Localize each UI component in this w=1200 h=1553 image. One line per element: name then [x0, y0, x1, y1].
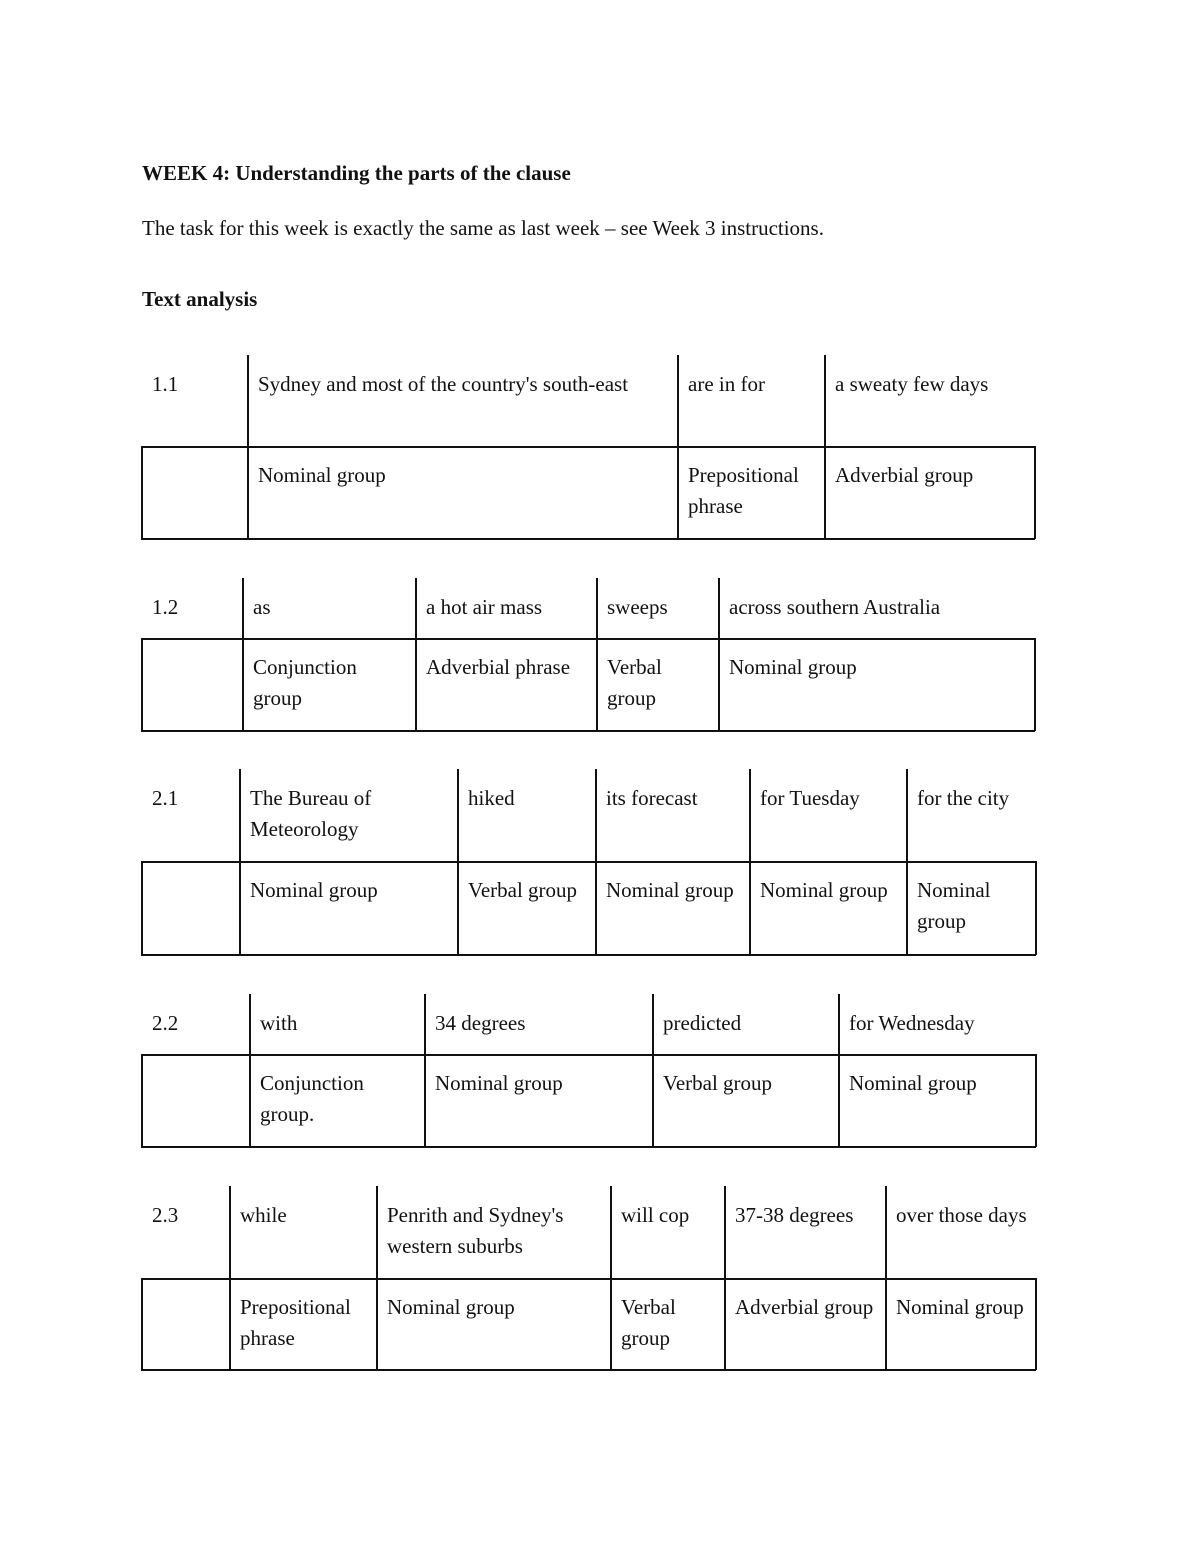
table-divider — [242, 578, 244, 731]
clause-segment: over those days — [896, 1203, 1027, 1227]
table-border — [141, 1146, 1036, 1148]
clause-segment: while — [240, 1203, 287, 1227]
table-border — [1035, 1278, 1037, 1370]
table-border — [141, 1278, 143, 1370]
segment-label: Nominal group — [917, 878, 991, 933]
clause-segment: are in for — [688, 372, 765, 396]
clause-segment: a sweaty few days — [835, 372, 989, 396]
clause-segment: The Bureau of Meteorology — [250, 786, 372, 841]
clause-segment: will cop — [621, 1203, 690, 1227]
table-border — [1034, 638, 1036, 731]
clause-number: 2.2 — [152, 1011, 179, 1035]
segment-label: Nominal group — [435, 1071, 563, 1095]
segment-label: Verbal group — [621, 1295, 676, 1350]
table-divider — [415, 578, 417, 731]
segment-label: Nominal group — [760, 878, 888, 902]
segment-label: Verbal group — [663, 1071, 773, 1095]
clause-segment: hiked — [468, 786, 515, 810]
table-border — [141, 1369, 1036, 1371]
clause-segment: a hot air mass — [426, 595, 543, 619]
clause-number: 2.1 — [152, 786, 179, 810]
table-border — [141, 954, 1036, 956]
table-border — [141, 1278, 1036, 1280]
segment-label: Prepositional phrase — [240, 1295, 351, 1350]
clause-segment: for Tuesday — [760, 786, 860, 810]
segment-label: Nominal group — [258, 463, 386, 487]
table-divider — [838, 994, 840, 1147]
clause-segment: sweeps — [607, 595, 668, 619]
table-divider — [424, 994, 426, 1147]
clause-segment: with — [260, 1011, 298, 1035]
clause-segment: as — [253, 595, 271, 619]
table-border — [1035, 861, 1037, 955]
table-border — [141, 730, 1035, 732]
table-border — [1035, 1054, 1037, 1147]
segment-label: Adverbial group — [735, 1295, 874, 1319]
table-border — [141, 446, 143, 539]
page-title: WEEK 4: Understanding the parts of the clause — [142, 161, 571, 185]
clause-number: 1.1 — [152, 372, 179, 396]
segment-label: Adverbial group — [835, 463, 974, 487]
segment-label: Prepositional phrase — [688, 463, 799, 518]
clause-segment: for the city — [917, 786, 1010, 810]
table-divider — [596, 578, 598, 731]
clause-segment: for Wednesday — [849, 1011, 975, 1035]
table-divider — [249, 994, 251, 1147]
segment-label: Nominal group — [387, 1295, 515, 1319]
clause-segment: Sydney and most of the country's south-east — [258, 372, 629, 396]
clause-segment: across southern Australia — [729, 595, 941, 619]
segment-label: Nominal group — [849, 1071, 977, 1095]
table-divider — [652, 994, 654, 1147]
segment-label: Nominal group — [606, 878, 734, 902]
table-border — [141, 1054, 1036, 1056]
clause-number: 1.2 — [152, 595, 179, 619]
clause-number: 2.3 — [152, 1203, 179, 1227]
segment-label: Adverbial phrase — [426, 655, 571, 679]
clause-segment: Penrith and Sydney's western suburbs — [387, 1203, 564, 1258]
table-divider — [718, 578, 720, 731]
clause-segment: 34 degrees — [435, 1011, 526, 1035]
table-border — [141, 538, 1035, 540]
table-border — [141, 446, 1035, 448]
table-border — [141, 638, 143, 731]
segment-label: Nominal group — [729, 655, 857, 679]
table-border — [1034, 446, 1036, 539]
clause-segment: 37-38 degrees — [735, 1203, 854, 1227]
clause-segment: its forecast — [606, 786, 698, 810]
segment-label: Conjunction group. — [260, 1071, 364, 1126]
segment-label: Conjunction group — [253, 655, 357, 710]
clause-segment: predicted — [663, 1011, 742, 1035]
segment-label: Nominal group — [250, 878, 378, 902]
table-border — [141, 861, 1036, 863]
table-border — [141, 861, 143, 955]
segment-label: Verbal group — [468, 878, 578, 902]
table-border — [141, 1054, 143, 1147]
segment-label: Nominal group — [896, 1295, 1024, 1319]
segment-label: Verbal group — [607, 655, 662, 710]
intro-paragraph: The task for this week is exactly the same as last week – see Week 3 instructions. — [142, 216, 824, 240]
table-border — [141, 638, 1035, 640]
section-heading: Text analysis — [142, 287, 258, 311]
